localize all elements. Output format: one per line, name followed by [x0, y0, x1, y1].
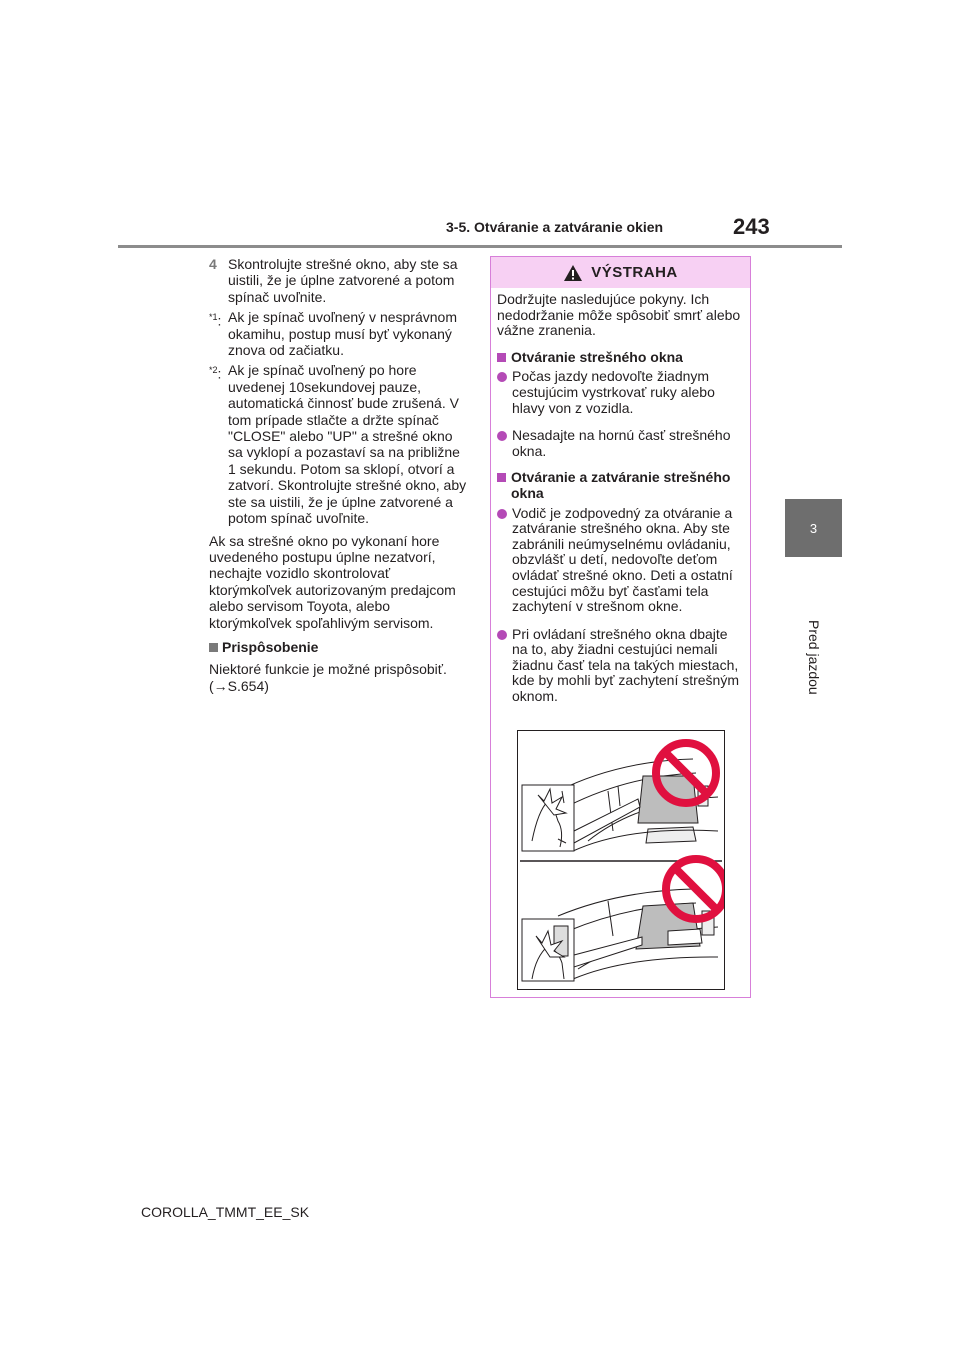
step-number: 4 — [209, 256, 217, 272]
warning-subheading-1: Otváranie strešného okna — [497, 350, 744, 366]
chapter-tab — [785, 499, 842, 557]
chapter-number: 3 — [809, 520, 818, 536]
sunroof-illustration — [517, 730, 725, 990]
square-bullet-icon — [209, 643, 218, 652]
square-bullet-icon — [497, 353, 506, 362]
warning-triangle-icon — [563, 264, 583, 282]
round-bullet-icon — [497, 431, 507, 441]
footnote-2: $^{*2}$: Ak je spínač uvoľnený po hore uvedenej 10sekundovej pauze, automatická činnosť bude zrušená. V tom prípade stlačte a držte spínač "CLOSE" alebo "UP" a strešné okno sa vyklopí a pozastaví sa na približne 1 sekundu. Potom sa sklopí, otvorí a zatvorí. Skontrolujte strešné okno, aby ste sa uistili, že je úplne zatvorené a potom spínač uvoľnite. — [209, 362, 471, 526]
round-bullet-icon — [497, 372, 507, 382]
page-number: 243 — [733, 214, 770, 239]
footnote-1-mark: *1 — [209, 312, 218, 323]
footnote-1: $^{*1}$: Ak je spínač uvoľnený v nesprávnom okamihu, postup musí byť vykonaný znova od začiatku. — [209, 309, 471, 358]
warning-item-2: Nesadajte na hornú časť strešného okna. — [497, 428, 744, 459]
body-paragraph: Ak sa strešné okno po vykonaní hore uvedeného postupu úplne nezatvorí, nechajte vozidlo skontrolovať ktorýmkoľvek autorizovaným predajcom alebo servisom Toyota, alebo ktorýmkoľvek spoľahlivým servisom. — [209, 532, 456, 631]
section-title: 3-5. Otváranie a zatváranie okien — [446, 219, 664, 235]
subheading-customization — [209, 639, 471, 655]
round-bullet-icon — [497, 509, 507, 519]
round-bullet-icon — [497, 630, 507, 640]
document-code: COROLLA_TMMT_EE_SK — [141, 1204, 310, 1220]
customization-text — [209, 661, 471, 694]
warning-box — [490, 256, 751, 998]
warning-subheading-2: Otváranie a zatváranie strešného okna — [497, 470, 744, 501]
chapter-title: Pred jazdou — [806, 620, 822, 695]
chapter-title-vertical — [784, 620, 844, 730]
warning-item-1: Počas jazdy nedovoľte žiadnym cestujúcim vystrkovať ruky alebo hlavy von z vozidla. — [497, 369, 744, 416]
page-reference[interactable]: (→S.654) — [209, 677, 269, 694]
left-column — [209, 256, 471, 694]
footnote-2-mark: *2 — [209, 365, 218, 376]
warning-header — [491, 257, 750, 288]
prohibition-icon — [666, 859, 724, 919]
square-bullet-icon — [497, 473, 506, 482]
subheading-text: Prispôsobenie — [222, 638, 319, 655]
warning-title: VÝSTRAHA — [591, 264, 678, 281]
customization-sentence: Niektoré funkcie je možné prispôsobiť. — [209, 661, 447, 678]
sunroof-prohibited-actions-image — [518, 731, 724, 989]
header-rule — [118, 245, 842, 248]
warning-item-4: Pri ovládaní strešného okna dbajte na to, aby žiadni cestujúci nemali žiadnu časť tela na takých miestach, kde by mohli byť zachytení strešným oknom. — [497, 627, 744, 705]
warning-intro: Dodržujte nasledujúce pokyny. Ich nedodržanie môže spôsobiť smrť alebo vážne zranenia. — [497, 291, 741, 339]
step — [209, 256, 471, 305]
footnote-2-text: Ak je spínač uvoľnený po hore uvedenej 10sekundovej pauze, automatická činnosť bude zrušená. V tom prípade stlačte a držte spínač "CLOSE" alebo "UP" a strešné okno sa vyklopí a pozastaví sa na približne 1 sekundu. Potom sa sklopí, otvorí a zatvorí. Skontrolujte strešné okno, aby ste sa uistili, že je úplne zatvorené a potom spínač uvoľnite. — [228, 362, 467, 527]
footnote-1-text: Ak je spínač uvoľnený v nesprávnom okamihu, postup musí byť vykonaný znova od začiatku. — [228, 309, 457, 359]
warning-item-3: Vodič je zodpovedný za otváranie a zatváranie strešného okna. Aby ste zabránili neúmyselnému ovládaniu, obzvlášť u detí, nedovoľte deťom ovládať strešné okno. Deti a ostatní cestujúci môžu byť časťami tela zachytení v strešnom okne. — [497, 506, 744, 615]
step-text: Skontrolujte strešné okno, aby ste sa uistili, že je úplne zatvorené a potom spínač uvoľnite. — [228, 256, 458, 305]
